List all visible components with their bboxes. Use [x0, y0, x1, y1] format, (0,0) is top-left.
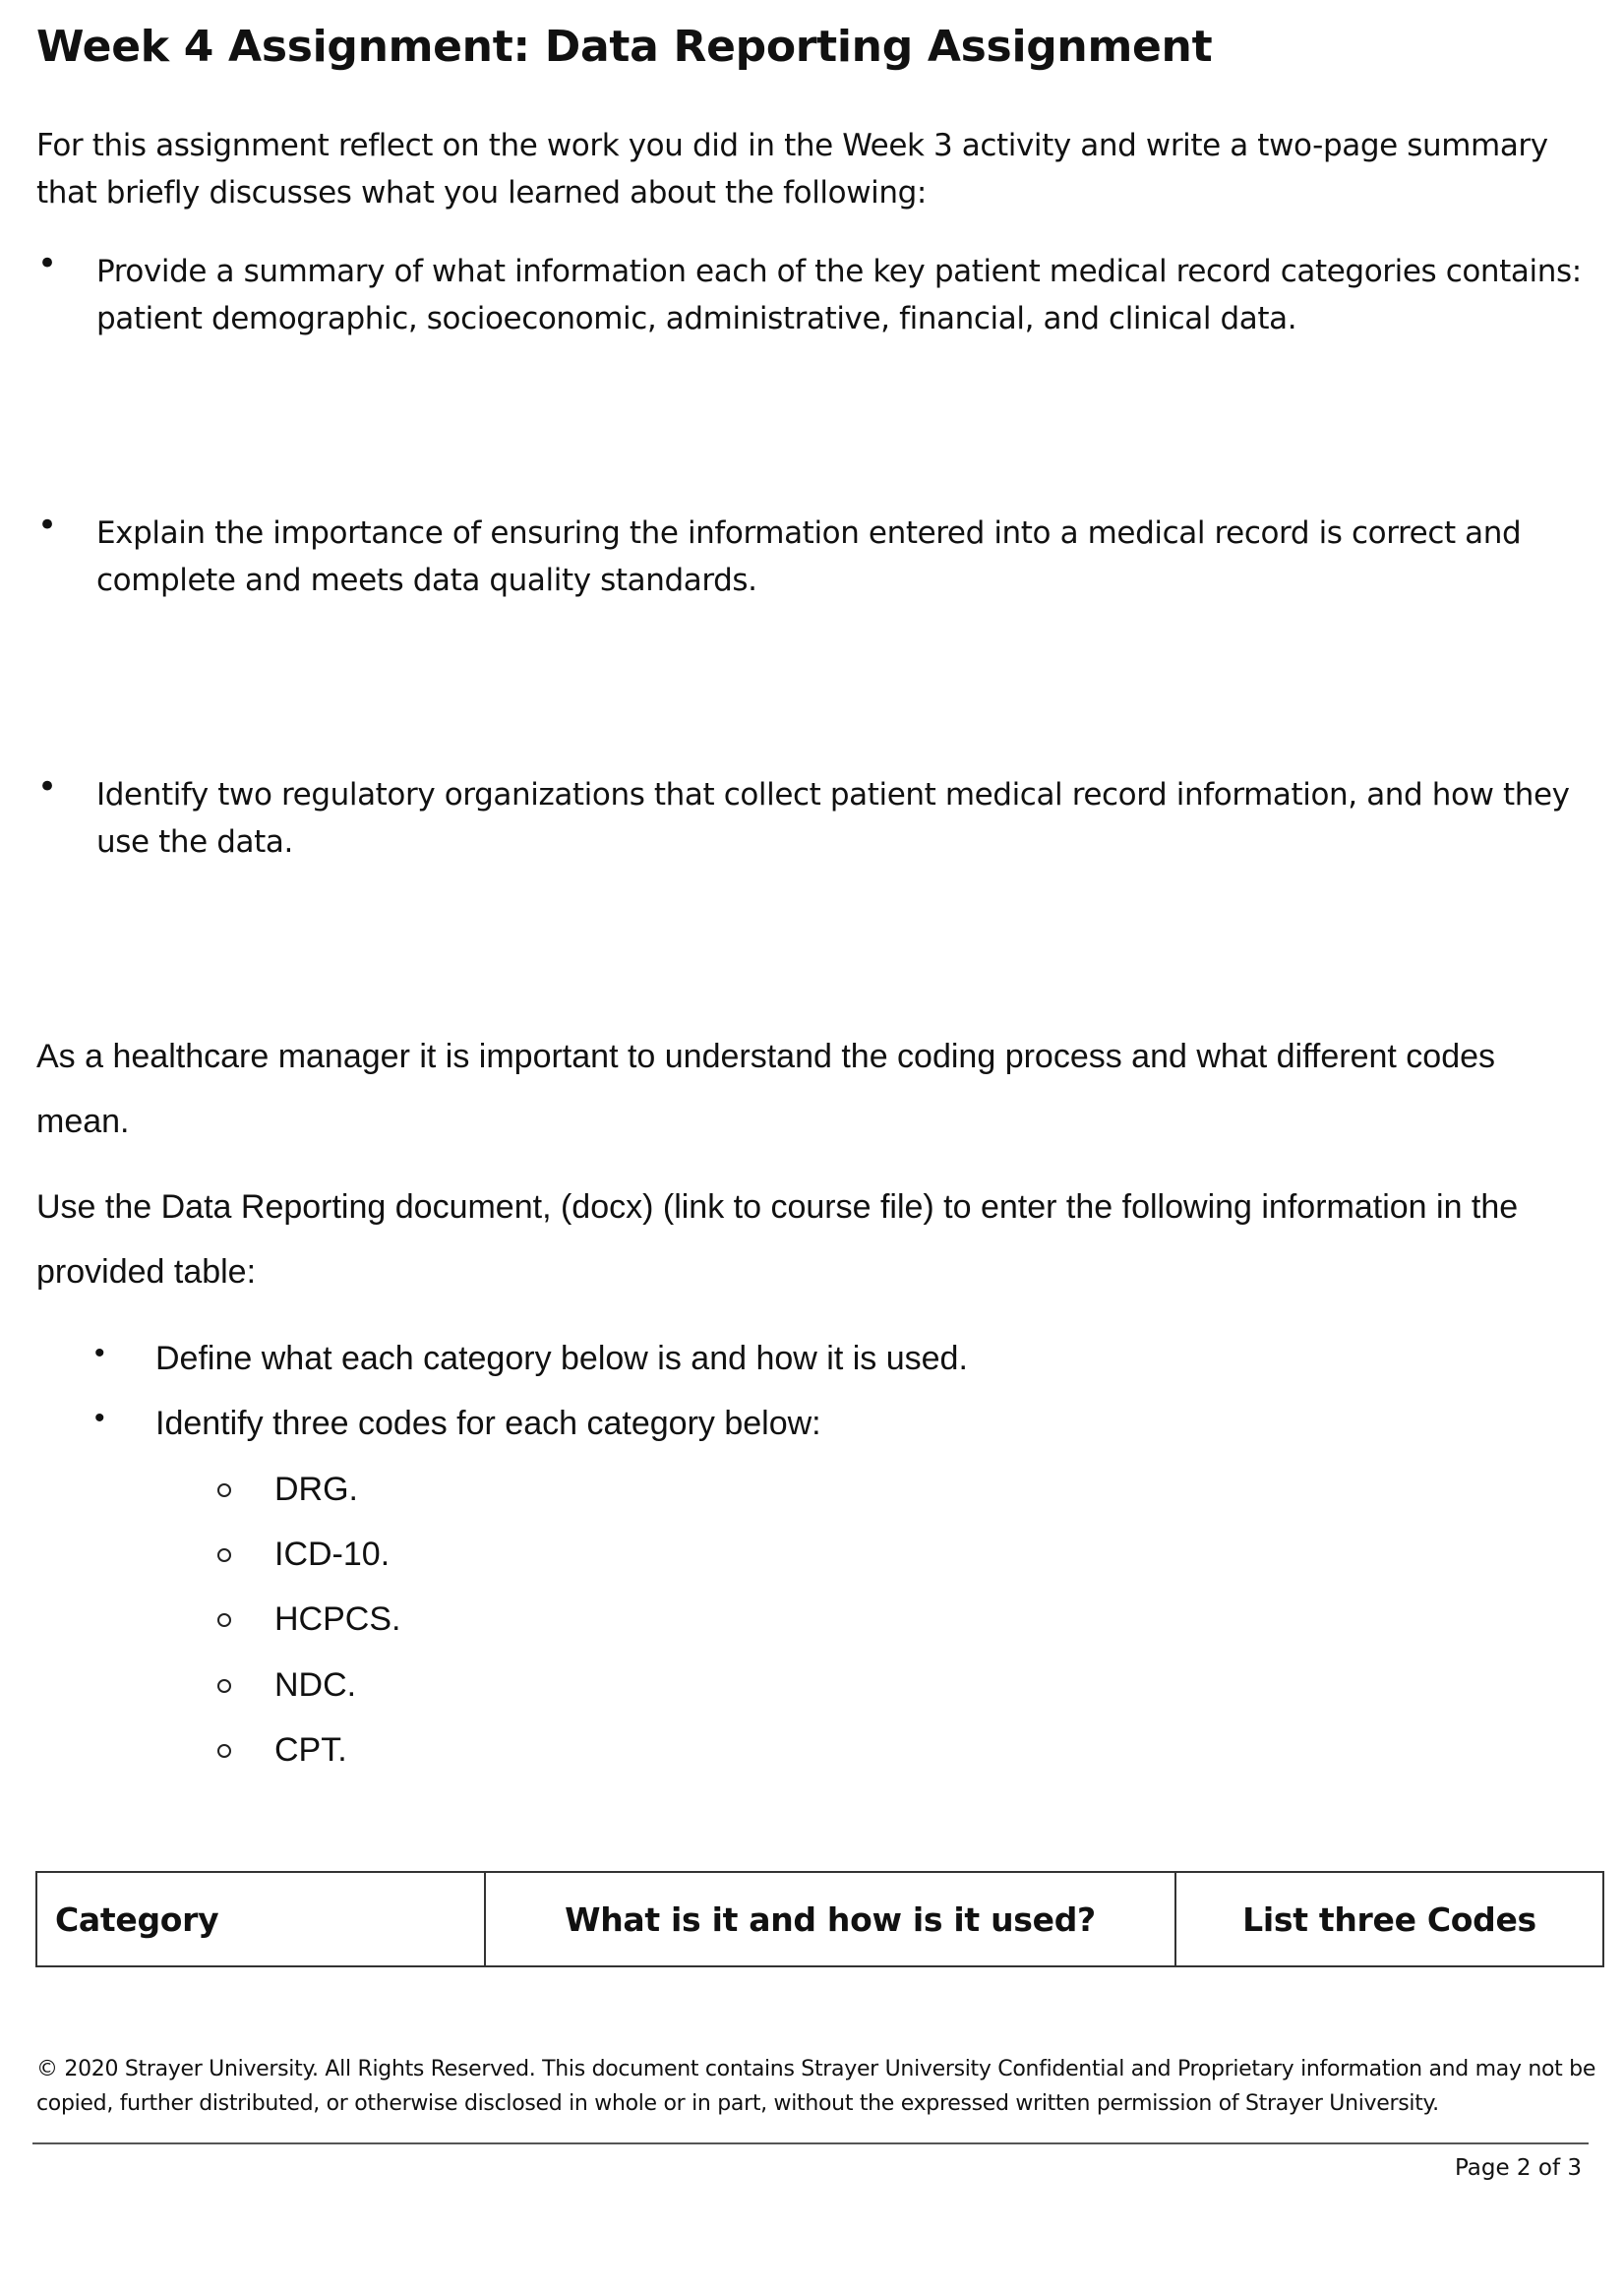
circle-bullet-icon — [217, 1483, 231, 1497]
circle-bullet-icon — [217, 1744, 231, 1758]
intro-paragraph: For this assignment reflect on the work you did in the Week 3 activity and write a two-page summary that briefly discusses what you learned about the following: — [36, 128, 1548, 211]
table-header-description: What is it and how is it used? — [485, 1872, 1175, 1966]
bullet-marker: • — [94, 1337, 105, 1369]
bullet-marker: • — [37, 506, 58, 545]
copyright-notice: © 2020 Strayer University. All Rights Reserved. This document contains Strayer University Confidential and Proprietary information and may not be copied, further distributed, or otherwise disclosed in whole or in part, without the expressed written permission of Strayer University. — [36, 2057, 1596, 2116]
table-header-codes: List three Codes — [1175, 1872, 1603, 1966]
bullet-marker: • — [37, 244, 58, 283]
code-category-item: NDC. — [274, 1666, 357, 1704]
code-category-item: ICD-10. — [274, 1536, 391, 1573]
sub-bullet-item: Define what each category below is and how it is used. — [155, 1340, 968, 1377]
instructions-paragraph: Use the Data Reporting document, (docx) (link to course file) to enter the following information in the provided table: — [36, 1188, 1519, 1291]
sub-bullet-item: Identify three codes for each category below: — [155, 1405, 821, 1442]
bullet-item: Provide a summary of what information each of the key patient medical record categories contains: patient demographic, socioeconomic, administrative, financial, and clinical data. — [96, 254, 1582, 336]
table-header-category: Category — [36, 1872, 485, 1966]
code-category-item: DRG. — [274, 1471, 358, 1508]
bullet-item: Identify two regulatory organizations that collect patient medical record information, and how they use the data. — [96, 777, 1570, 860]
circle-bullet-icon — [217, 1613, 231, 1627]
bullet-marker: • — [37, 767, 58, 807]
page-title: Week 4 Assignment: Data Reporting Assignment — [36, 22, 1213, 72]
bullet-item: Explain the importance of ensuring the information entered into a medical record is correct and complete and meets data quality standards. — [96, 515, 1522, 598]
code-category-item: HCPCS. — [274, 1600, 401, 1638]
coding-paragraph: As a healthcare manager it is important to understand the coding process and what different codes mean. — [36, 1038, 1496, 1140]
page-number: Page 2 of 3 — [1454, 2155, 1582, 2181]
table-header-row — [36, 1872, 1603, 1966]
circle-bullet-icon — [217, 1679, 231, 1693]
circle-bullet-icon — [217, 1548, 231, 1562]
code-category-item: CPT. — [274, 1731, 347, 1769]
footer-divider — [32, 2142, 1589, 2144]
codes-table — [35, 1871, 1604, 1967]
bullet-marker: • — [94, 1402, 105, 1434]
